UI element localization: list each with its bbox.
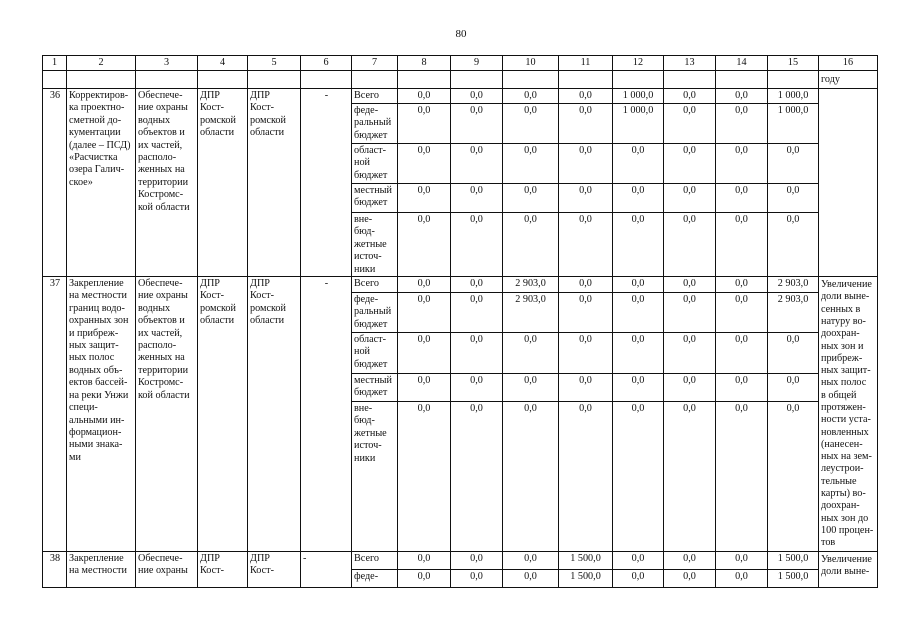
funding-value: 1 500,0 [768,552,819,570]
funding-value: 0,0 [451,277,503,293]
funding-value: 1 500,0 [768,570,819,588]
funding-source: вне- бюд- жетные источ- ники [352,402,398,552]
column-number-header: 14 [716,56,768,71]
funding-value: 0,0 [613,144,664,184]
empty-cell [43,71,67,89]
funding-value: 0,0 [716,402,768,552]
funding-value: 0,0 [398,184,451,213]
participant: ДПР Кост- [248,552,301,588]
measure-name: Закрепление на местности границ водо- охранных зон и прибреж- ных защит- ных полос водных объ- ектов бассей- на реки Унжи специ- альными ин- формацион- ными знака- ми [67,277,136,552]
funding-value: 0,0 [768,333,819,374]
measure-name: Корректиров- ка проектно- сметной до- кументации (далее – ПСД) «Расчистка озера Галич- ское» [67,89,136,277]
empty-cell [67,71,136,89]
funding-value: 0,0 [398,402,451,552]
funding-value: 0,0 [503,374,559,402]
participant: ДПР Кост- ромской области [248,89,301,277]
funding-value: 0,0 [613,333,664,374]
funding-source: феде- ральный бюджет [352,293,398,333]
column-number-header: 5 [248,56,301,71]
empty-cell [613,71,664,89]
funding-source: област- ной бюджет [352,144,398,184]
column-number-header: 12 [613,56,664,71]
funding-source: Всего [352,277,398,293]
funding-value: 0,0 [716,333,768,374]
column-number-header: 3 [136,56,198,71]
column-number-header: 9 [451,56,503,71]
funding-source: местный бюджет [352,184,398,213]
funding-value: 0,0 [716,144,768,184]
funding-value: 0,0 [613,293,664,333]
funding-source: Всего [352,89,398,104]
expected-result-continuation: году [819,71,878,89]
funding-value: 1 000,0 [613,89,664,104]
empty-cell [559,71,613,89]
funding-value: 0,0 [716,570,768,588]
funding-value: 0,0 [716,184,768,213]
funding-value: 0,0 [613,184,664,213]
funding-value: 0,0 [768,184,819,213]
funding-value: 0,0 [451,552,503,570]
empty-cell [503,71,559,89]
funding-value: 0,0 [503,402,559,552]
funding-value: 0,0 [559,293,613,333]
funding-value: 0,0 [768,374,819,402]
table-row [43,552,878,570]
funding-value: 0,0 [613,570,664,588]
funding-value: 1 000,0 [768,89,819,104]
measure-name: Закрепление на местности [67,552,136,588]
funding-value: 0,0 [398,277,451,293]
column-number-header: 11 [559,56,613,71]
funding-value: 1 500,0 [559,552,613,570]
column-number-header: 1 [43,56,67,71]
funding-value: 0,0 [664,277,716,293]
funding-value: 0,0 [559,213,613,277]
empty-cell [352,71,398,89]
funding-source: феде- [352,570,398,588]
empty-cell [716,71,768,89]
col6-value: - [301,552,352,588]
funding-value: 0,0 [716,374,768,402]
funding-value: 0,0 [716,552,768,570]
column-number-header: 6 [301,56,352,71]
funding-value: 2 903,0 [768,277,819,293]
funding-value: 0,0 [398,89,451,104]
funding-value: 0,0 [398,213,451,277]
column-number-header: 10 [503,56,559,71]
empty-cell [451,71,503,89]
column-number-header: 4 [198,56,248,71]
funding-source: област- ной бюджет [352,333,398,374]
funding-value: 0,0 [559,402,613,552]
column-number-header: 15 [768,56,819,71]
continuation-row [43,71,878,89]
row-number: 38 [43,552,67,588]
funding-value: 0,0 [398,293,451,333]
funding-value: 0,0 [451,374,503,402]
funding-value: 2 903,0 [503,293,559,333]
funding-value: 0,0 [664,552,716,570]
empty-cell [198,71,248,89]
funding-value: 0,0 [664,293,716,333]
funding-value: 0,0 [503,552,559,570]
empty-cell [664,71,716,89]
table-row [43,89,878,104]
col6-value: - [301,277,352,552]
empty-cell [136,71,198,89]
funding-value: 0,0 [398,374,451,402]
funding-value: 0,0 [451,104,503,144]
funding-value: 0,0 [451,184,503,213]
funding-value: 0,0 [768,213,819,277]
funding-value: 0,0 [613,374,664,402]
funding-value: 0,0 [768,144,819,184]
funding-value: 0,0 [503,184,559,213]
column-number-header: 8 [398,56,451,71]
funding-value: 0,0 [503,144,559,184]
funding-value: 0,0 [716,89,768,104]
funding-value: 2 903,0 [768,293,819,333]
funding-value: 1 500,0 [559,570,613,588]
empty-cell [301,71,352,89]
executor: ДПР Кост- ромской области [198,89,248,277]
table-row [43,277,878,293]
funding-value: 0,0 [613,277,664,293]
column-number-header: 7 [352,56,398,71]
funding-value: 0,0 [559,144,613,184]
executor: ДПР Кост- ромской области [198,277,248,552]
funding-value: 1 000,0 [768,104,819,144]
row-number: 37 [43,277,67,552]
funding-value: 0,0 [503,570,559,588]
row-number: 36 [43,89,67,277]
funding-value: 0,0 [398,104,451,144]
column-number-header: 2 [67,56,136,71]
funding-table [42,55,878,588]
funding-value: 0,0 [664,213,716,277]
funding-value: 0,0 [664,144,716,184]
funding-source: Всего [352,552,398,570]
funding-value: 1 000,0 [613,104,664,144]
funding-value: 0,0 [664,104,716,144]
funding-value: 0,0 [451,213,503,277]
participant: ДПР Кост- ромской области [248,277,301,552]
funding-value: 0,0 [716,104,768,144]
funding-value: 0,0 [559,277,613,293]
measure-purpose: Обеспече- ние охраны водных объектов и их частей, располо- женных на территории Костромс- кой области [136,89,198,277]
funding-value: 0,0 [451,402,503,552]
funding-value: 0,0 [451,89,503,104]
funding-value: 0,0 [716,293,768,333]
funding-value: 0,0 [559,374,613,402]
funding-value: 0,0 [664,374,716,402]
funding-value: 0,0 [559,333,613,374]
funding-value: 0,0 [613,402,664,552]
expected-result: Увеличение доли выне- [819,552,878,588]
funding-value: 0,0 [503,213,559,277]
funding-value: 0,0 [613,213,664,277]
funding-value: 0,0 [664,333,716,374]
funding-source: местный бюджет [352,374,398,402]
empty-cell [398,71,451,89]
empty-cell [248,71,301,89]
funding-value: 0,0 [664,402,716,552]
funding-value: 0,0 [613,552,664,570]
column-number-header: 16 [819,56,878,71]
col6-value: - [301,89,352,277]
funding-value: 0,0 [664,570,716,588]
funding-value: 2 903,0 [503,277,559,293]
funding-value: 0,0 [503,333,559,374]
expected-result [819,89,878,277]
measure-purpose: Обеспече- ние охраны [136,552,198,588]
funding-value: 0,0 [664,89,716,104]
empty-cell [768,71,819,89]
expected-result: Увеличение доли выне- сенных в натуру во- доохран- ных зон и прибреж- ных защит- ных полос в общей протяжен- ности уста- новленных (нанесен- ных на зем- леустрои- тельные карты) во- доохран- ных зон до 100 процен- тов [819,277,878,552]
funding-value: 0,0 [768,402,819,552]
funding-value: 0,0 [559,184,613,213]
funding-value: 0,0 [716,277,768,293]
measure-purpose: Обеспече- ние охраны водных объектов и их частей, располо- женных на территории Костромс- кой области [136,277,198,552]
funding-source: вне- бюд- жетные источ- ники [352,213,398,277]
funding-value: 0,0 [398,552,451,570]
funding-value: 0,0 [664,184,716,213]
funding-value: 0,0 [398,144,451,184]
funding-value: 0,0 [398,333,451,374]
column-number-header: 13 [664,56,716,71]
executor: ДПР Кост- [198,552,248,588]
funding-value: 0,0 [559,104,613,144]
funding-value: 0,0 [451,144,503,184]
funding-value: 0,0 [398,570,451,588]
page-number: 80 [455,28,467,40]
funding-value: 0,0 [503,104,559,144]
header-row [43,56,878,71]
funding-value: 0,0 [451,333,503,374]
funding-value: 0,0 [451,293,503,333]
funding-value: 0,0 [716,213,768,277]
funding-value: 0,0 [559,89,613,104]
funding-value: 0,0 [451,570,503,588]
funding-source: феде- ральный бюджет [352,104,398,144]
funding-value: 0,0 [503,89,559,104]
